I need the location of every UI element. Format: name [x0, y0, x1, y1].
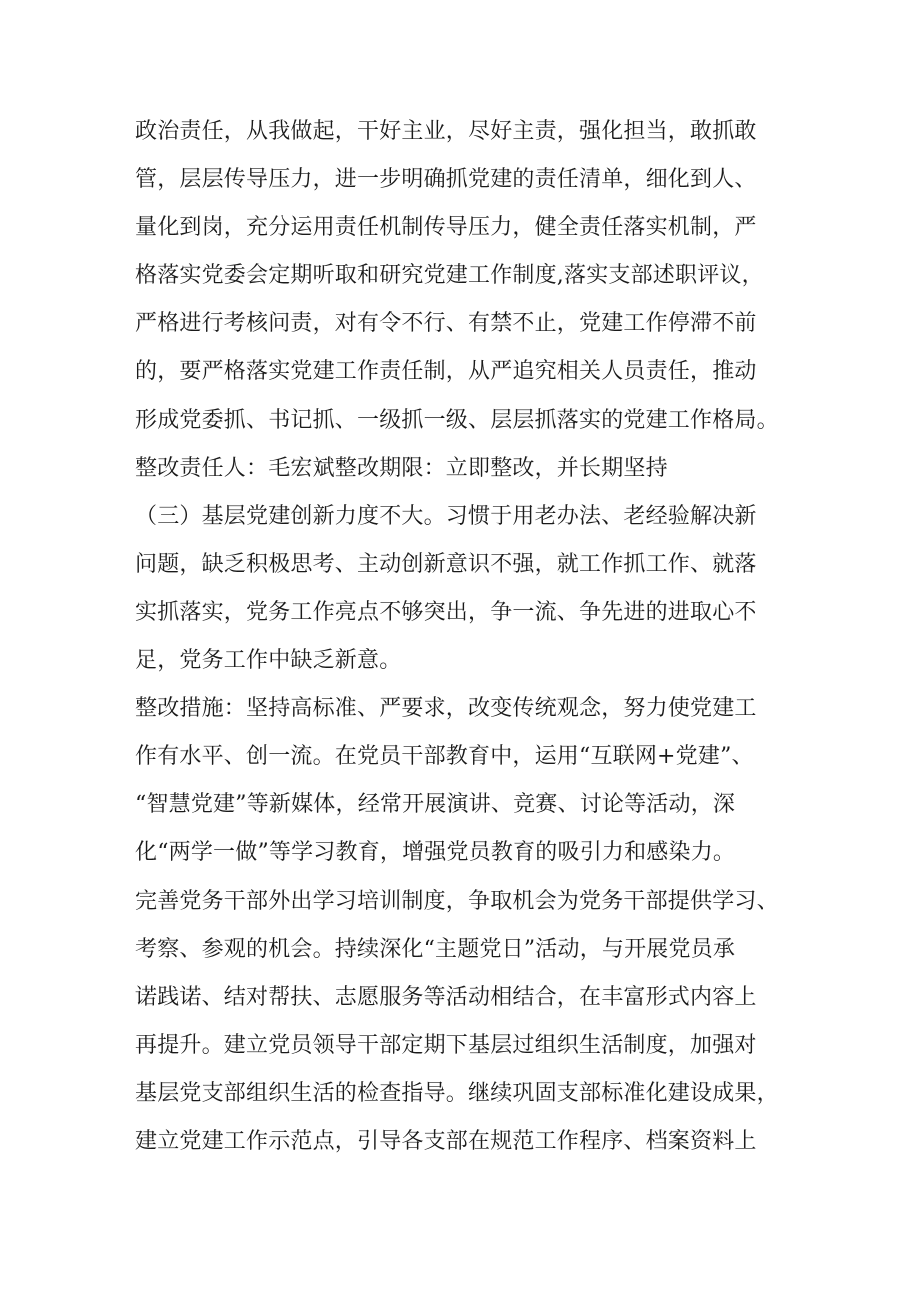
text-line: 完善党务干部外出学习培训制度，争取机会为党务干部提供学习、 — [135, 888, 779, 914]
text-line: 格落实党委会定期听取和研究党建工作制度,落实支部述职评议， — [135, 263, 764, 289]
text-line: 量化到岗，充分运用责任机制传导压力，健全责任落实机制，严 — [135, 215, 757, 241]
text-line: 问题，缺乏积极思考、主动创新意识不强，就工作抓工作、就落 — [135, 551, 757, 577]
text-line: 足，党务工作中缺乏新意。 — [135, 648, 402, 674]
text-line: 的，要严格落实党建工作责任制，从严追究相关人员责任，推动 — [135, 359, 757, 385]
text-line: 形成党委抓、书记抓、一级抓一级、层层抓落实的党建工作格局。 — [135, 407, 779, 433]
body-text — [135, 108, 800, 1166]
responsible-person-line: 整改责任人：毛宏斌整改期限：立即整改，并长期坚持 — [135, 455, 668, 481]
text-line: 考察、参观的机会。持续深化“主题党日”活动，与开展党员承 — [135, 936, 736, 962]
text-line: “智慧党建”等新媒体，经常开展演讲、竞赛、讨论等活动，深 — [135, 792, 736, 818]
section-heading-line: （三）基层党建创新力度不大。习惯于用老办法、老经验解决新 — [135, 503, 757, 529]
text-line: 诺践诺、结对帮扶、志愿服务等活动相结合，在丰富形式内容上 — [135, 984, 757, 1010]
text-line: 再提升。建立党员领导干部定期下基层过组织生活制度，加强对 — [135, 1032, 757, 1058]
text-line: 严格进行考核问责，对有令不行、有禁不止，党建工作停滞不前 — [135, 311, 757, 337]
text-line: 基层党支部组织生活的检查指导。继续巩固支部标准化建设成果， — [135, 1080, 779, 1106]
text-line: 建立党建工作示范点，引导各支部在规范工作程序、档案资料上 — [135, 1128, 757, 1154]
text-line: 实抓落实，党务工作亮点不够突出，争一流、争先进的进取心不 — [135, 599, 757, 625]
text-line: 作有水平、创一流。在党员干部教育中，运用“互联网+党建”、 — [135, 744, 754, 770]
text-line: 管，层层传导压力，进一步明确抓党建的责任清单，细化到人、 — [135, 167, 757, 193]
text-line: 化“两学一做”等学习教育，增强党员教育的吸引力和感染力。 — [135, 840, 736, 866]
text-line: 政治责任，从我做起，干好主业，尽好主责，强化担当，敢抓敢 — [135, 119, 757, 144]
measures-line: 整改措施：坚持高标准、严要求，改变传统观念，努力使党建工 — [135, 696, 757, 722]
